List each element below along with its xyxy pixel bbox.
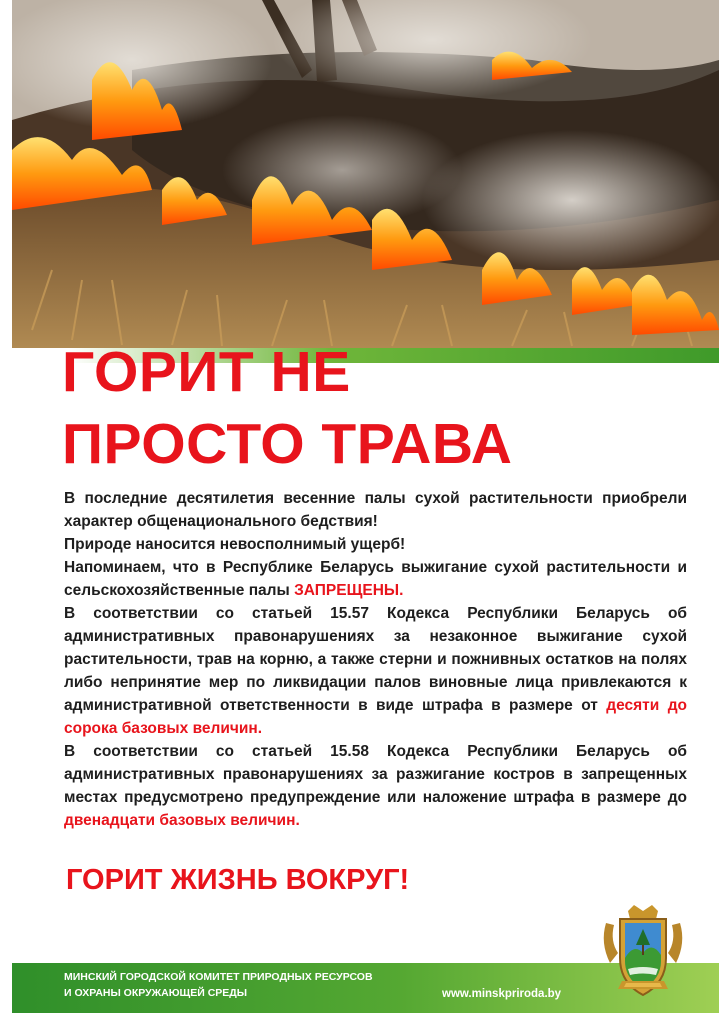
article-15-58-text: В соответствии со статьей 15.58 Кодекса Республики Беларусь об административных правонарушениях за разжигание костров в запрещенных местах предусмотрено предупреждение или наложение штрафа в размере до — [64, 743, 687, 806]
slogan: ГОРИТ ЖИЗНЬ ВОКРУГ! — [66, 864, 410, 896]
burning-grass-photo — [12, 0, 719, 348]
paragraph-article-15-57 — [64, 602, 687, 740]
paragraph-damage: Природе наносится невосполнимый ущерб! — [64, 536, 406, 553]
org-line-2: И ОХРАНЫ ОКРУЖАЮЩЕЙ СРЕДЫ — [64, 987, 248, 999]
organization-name — [64, 969, 373, 1001]
poster-body-text — [64, 487, 687, 832]
article-15-57-text: В соответствии со статьей 15.57 Кодекса Республики Беларусь об административных правонарушениях за незаконное выжигание сухой растительности, трав на корню, а также стерни и пожнивных остатков на полях либо непринятие мер по ликвидации палов виновные лица привлекаются к административной ответственности в виде штрафа в размере от — [64, 605, 687, 714]
paragraph-article-15-58 — [64, 740, 687, 832]
website-link[interactable]: www.minskpriroda.by — [442, 988, 562, 1000]
prohibited-highlight: ЗАПРЕЩЕНЫ. — [294, 582, 404, 599]
minskpriroda-emblem — [598, 903, 688, 1003]
title-line-2: ПРОСТО ТРАВА — [62, 412, 513, 476]
paragraph-prohibition — [64, 556, 687, 602]
fine-range-highlight: десяти до сорока базовых величин. — [64, 697, 688, 737]
title-line-1: ГОРИТ НЕ — [62, 340, 351, 404]
fine-max-highlight: двенадцати базовых величин. — [64, 812, 300, 829]
org-line-1: МИНСКИЙ ГОРОДСКОЙ КОМИТЕТ ПРИРОДНЫХ РЕСУРСОВ — [64, 971, 373, 983]
poster-title — [62, 336, 702, 480]
paragraph-calamity: В последние десятилетия весенние палы сухой растительности приобрели характер общенационального бедствия! — [64, 490, 687, 530]
prohibition-text: Напоминаем, что в Республике Беларусь выжигание сухой растительности и сельскохозяйственные палы — [64, 559, 687, 599]
